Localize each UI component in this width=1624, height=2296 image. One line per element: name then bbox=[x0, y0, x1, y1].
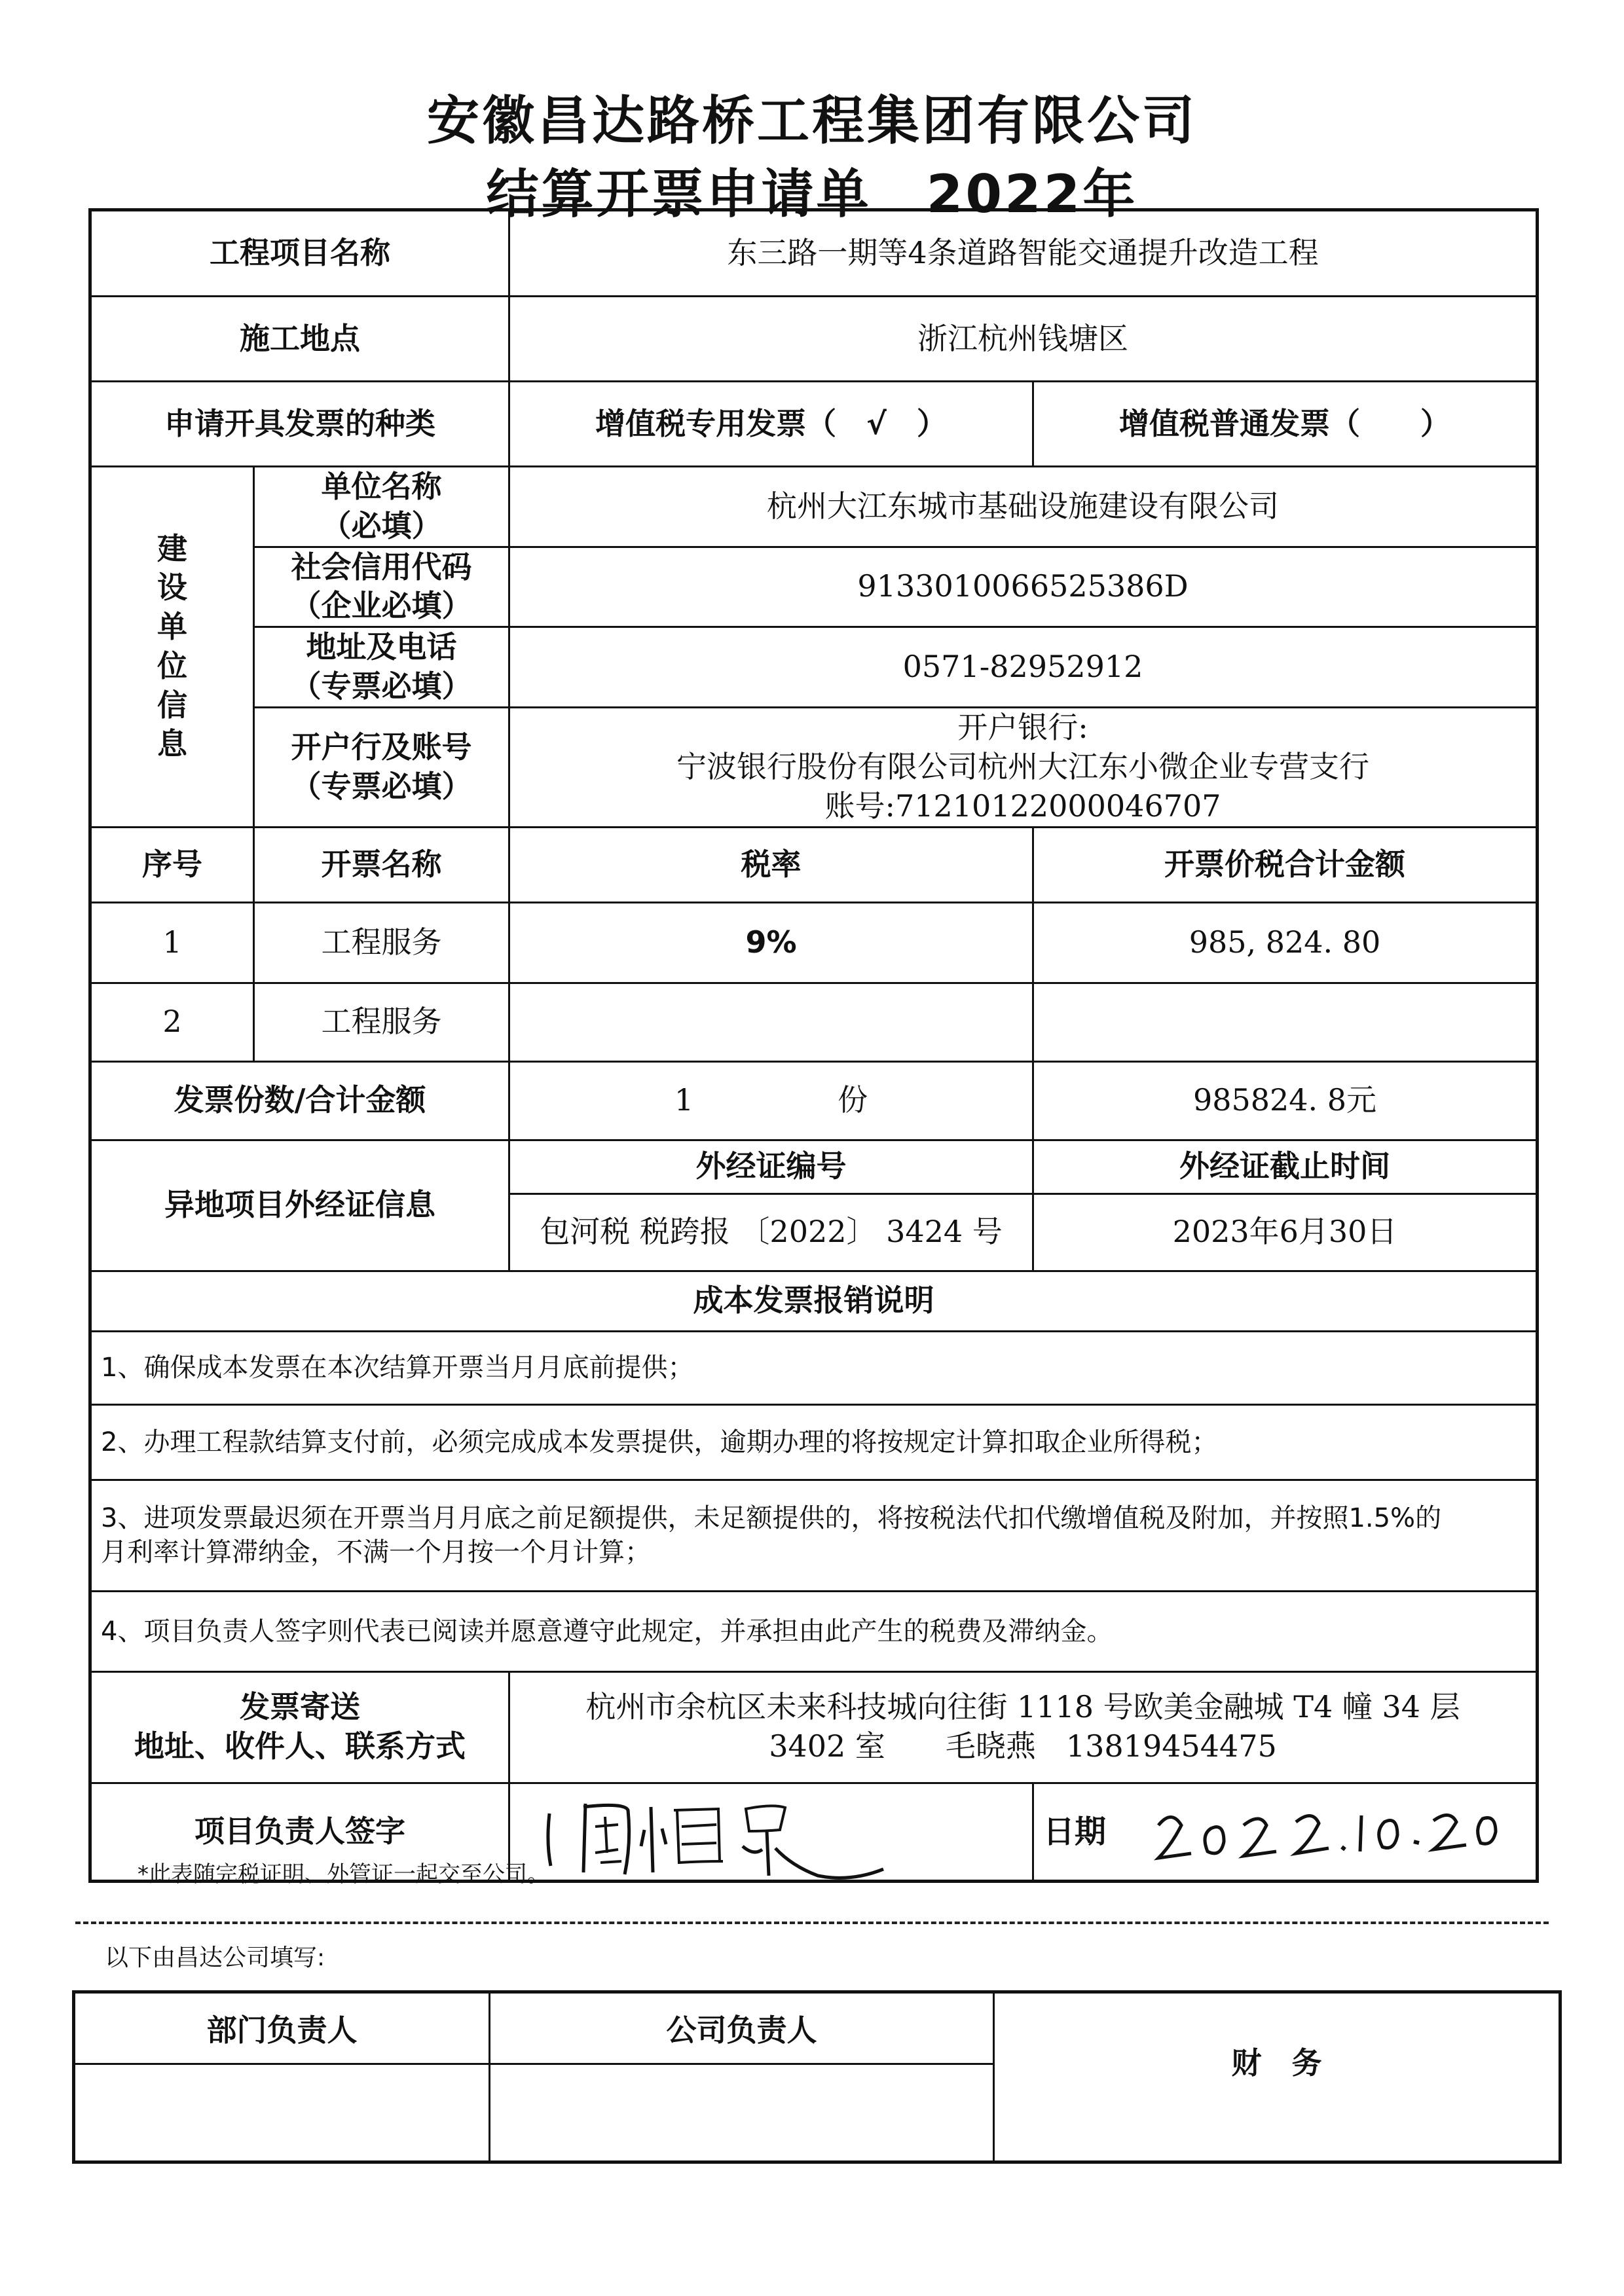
row-2-rate bbox=[509, 983, 1033, 1061]
col-header-rate: 税率 bbox=[509, 827, 1033, 902]
bank-value: 开户银行: 宁波银行股份有限公司杭州大江东小微企业专营支行 账号:71210122000046707 bbox=[509, 707, 1538, 827]
internal-fill-label: 以下由昌达公司填写: bbox=[105, 1944, 325, 1971]
row-1-amount: 985, 824. 80 bbox=[1033, 902, 1538, 983]
row-2-name: 工程服务 bbox=[254, 983, 509, 1061]
summary-label: 发票份数/合计金额 bbox=[90, 1061, 509, 1140]
site-value: 浙江杭州钱塘区 bbox=[509, 297, 1538, 382]
deadline-label: 外经证截止时间 bbox=[1033, 1140, 1538, 1194]
handwritten-date bbox=[1145, 1796, 1512, 1868]
invoice-type-label: 申请开具发票的种类 bbox=[90, 382, 509, 467]
remote-project-label: 异地项目外经证信息 bbox=[90, 1140, 509, 1271]
unit-name-label: 单位名称 （必填） bbox=[254, 467, 509, 547]
site-label: 施工地点 bbox=[90, 297, 509, 382]
row-1-name: 工程服务 bbox=[254, 902, 509, 983]
footer-note: *此表随完税证明、外管证一起交至公司。 bbox=[138, 1861, 549, 1887]
date-label: 日期 bbox=[1043, 1813, 1107, 1850]
pm-signature bbox=[509, 1783, 1033, 1881]
special-invoice-option: 增值税专用发票（ √ ） bbox=[509, 382, 1033, 467]
cut-line bbox=[75, 1922, 1549, 1924]
note-1: 1、确保成本发票在本次结算开票当月月底前提供； bbox=[90, 1331, 1538, 1404]
finance-label: 财 务 bbox=[994, 1992, 1560, 2162]
col-header-amount: 开票价税合计金额 bbox=[1033, 827, 1538, 902]
builder-info-label: 建 设 单 位 信 息 bbox=[90, 467, 254, 828]
row-1-no: 1 bbox=[90, 902, 254, 983]
project-name-value: 东三路一期等4条道路智能交通提升改造工程 bbox=[509, 210, 1538, 297]
credit-code-value: 9133010066525386D bbox=[509, 547, 1538, 627]
total-amount: 985824. 8元 bbox=[1033, 1061, 1538, 1140]
row-2-amount bbox=[1033, 983, 1538, 1061]
company-title: 安徽昌达路桥工程集团有限公司 bbox=[427, 90, 1197, 151]
bank-label: 开户行及账号 （专票必填） bbox=[254, 707, 509, 827]
pm-signature-label: 项目负责人签字 bbox=[90, 1783, 509, 1881]
form-title: 结算开票申请单 2022年 bbox=[486, 164, 1138, 225]
row-2-no: 2 bbox=[90, 983, 254, 1061]
dept-head-label: 部门负责人 bbox=[74, 1992, 490, 2064]
note-4: 4、项目负责人签字则代表已阅读并愿意遵守此规定，并承担由此产生的税费及滞纳金。 bbox=[90, 1591, 1538, 1671]
unit-name-value: 杭州大江东城市基础设施建设有限公司 bbox=[509, 467, 1538, 547]
credit-code-label: 社会信用代码 （企业必填） bbox=[254, 547, 509, 627]
invoice-count: 1 份 bbox=[509, 1061, 1033, 1140]
dept-head-sign[interactable] bbox=[74, 2064, 490, 2162]
cert-no-label: 外经证编号 bbox=[509, 1140, 1033, 1194]
delivery-label: 发票寄送 地址、收件人、联系方式 bbox=[90, 1671, 509, 1783]
address-label: 地址及电话 （专票必填） bbox=[254, 627, 509, 708]
col-header-name: 开票名称 bbox=[254, 827, 509, 902]
note-2: 2、办理工程款结算支付前，必须完成成本发票提供，逾期办理的将按规定计算扣取企业所得税； bbox=[90, 1404, 1538, 1480]
approval-table bbox=[72, 1990, 1562, 2164]
delivery-value: 杭州市余杭区未来科技城向往街 1118 号欧美金融城 T4 幢 34 层 3402 室 毛晓燕 13819454475 bbox=[509, 1671, 1538, 1783]
row-1-rate: 9% bbox=[509, 902, 1033, 983]
notes-title: 成本发票报销说明 bbox=[90, 1271, 1538, 1331]
col-header-no: 序号 bbox=[90, 827, 254, 902]
signature-image bbox=[510, 1784, 1033, 1882]
address-value: 0571-82952912 bbox=[509, 627, 1538, 708]
date-cell bbox=[1033, 1783, 1538, 1881]
note-3: 3、进项发票最迟须在开票当月月底之前足额提供，未足额提供的，将按税法代扣代缴增值税及附加，并按照1.5%的 月利率计算滞纳金，不满一个月按一个月计算； bbox=[90, 1480, 1538, 1591]
settlement-form bbox=[88, 208, 1539, 1883]
project-name-label: 工程项目名称 bbox=[90, 210, 509, 297]
company-head-sign[interactable] bbox=[490, 2064, 994, 2162]
deadline-value: 2023年6月30日 bbox=[1033, 1194, 1538, 1271]
company-head-label: 公司负责人 bbox=[490, 1992, 994, 2064]
cert-no-value: 包河税 税跨报 〔2022〕 3424 号 bbox=[509, 1194, 1033, 1271]
normal-invoice-option: 增值税普通发票（ ） bbox=[1033, 382, 1538, 467]
